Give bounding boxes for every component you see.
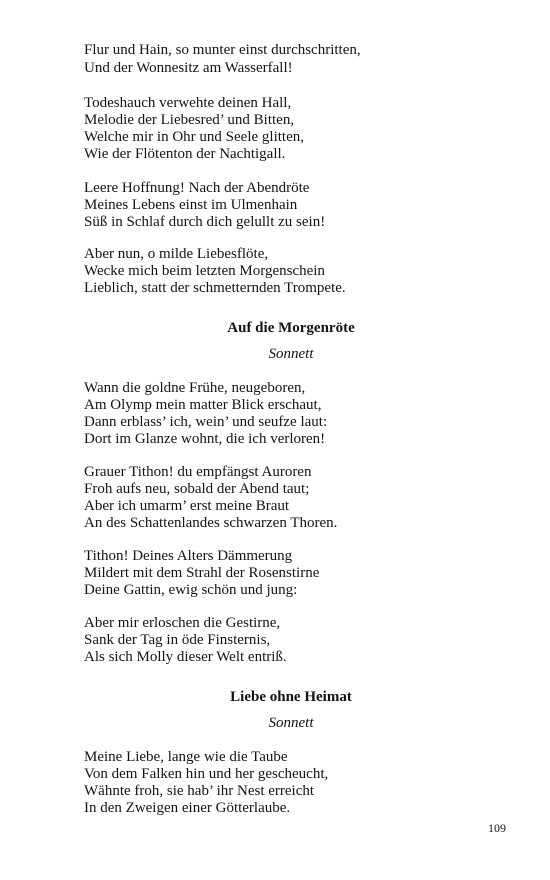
verse-line: Aber ich umarm’ erst meine Braut	[84, 498, 290, 514]
poem-subtitle: Sonnett	[268, 715, 314, 731]
verse-line: Dann erblass’ ich, wein’ und seufze laut:	[84, 414, 328, 430]
verse-line: Wähnte froh, sie hab’ ihr Nest erreicht	[84, 783, 315, 799]
verse-line: Deine Gattin, ewig schön und jung:	[84, 582, 298, 598]
verse-line: Sank der Tag in öde Finsternis,	[84, 632, 271, 648]
verse-line: Lieblich, statt der schmetternden Trompete.	[84, 280, 346, 296]
verse-line: Wie der Flötenton der Nachtigall.	[84, 146, 286, 162]
poem-subtitle: Sonnett	[268, 346, 314, 362]
verse-line: Todeshauch verwehte deinen Hall,	[84, 95, 292, 111]
verse-line: Am Olymp mein matter Blick erschaut,	[84, 397, 322, 413]
verse-line: Aber nun, o milde Liebesflöte,	[84, 246, 269, 262]
verse-line: Und der Wonnesitz am Wasserfall!	[84, 60, 293, 76]
page-number: 109	[488, 821, 506, 835]
verse-line: Welche mir in Ohr und Seele glitten,	[84, 129, 304, 145]
verse-line: Flur und Hain, so munter einst durchschritten,	[84, 42, 361, 58]
poem-title: Liebe ohne Heimat	[230, 689, 352, 705]
verse-line: Dort im Glanze wohnt, die ich verloren!	[84, 431, 326, 447]
verse-line: Wann die goldne Frühe, neugeboren,	[84, 380, 306, 396]
verse-line: An des Schattenlandes schwarzen Thoren.	[84, 515, 338, 531]
poem-title: Auf die Morgenröte	[227, 320, 355, 336]
verse-line: In den Zweigen einer Götterlaube.	[84, 800, 291, 816]
verse-line: Melodie der Liebesred’ und Bitten,	[84, 112, 295, 128]
verse-line: Leere Hoffnung! Nach der Abendröte	[84, 180, 310, 196]
verse-line: Meine Liebe, lange wie die Taube	[84, 749, 288, 765]
verse-line: Süß in Schlaf durch dich gelullt zu sein!	[84, 214, 326, 230]
verse-line: Grauer Tithon! du empfängst Auroren	[84, 464, 312, 480]
verse-line: Meines Lebens einst im Ulmenhain	[84, 197, 298, 213]
verse-line: Froh aufs neu, sobald der Abend taut;	[84, 481, 310, 497]
verse-line: Wecke mich beim letzten Morgenschein	[84, 263, 325, 279]
verse-line: Als sich Molly dieser Welt entriß.	[84, 649, 287, 665]
verse-line: Mildert mit dem Strahl der Rosenstirne	[84, 565, 320, 581]
verse-line: Von dem Falken hin und her gescheucht,	[84, 766, 329, 782]
verse-line: Tithon! Deines Alters Dämmerung	[84, 548, 293, 564]
verse-line: Aber mir erloschen die Gestirne,	[84, 615, 281, 631]
